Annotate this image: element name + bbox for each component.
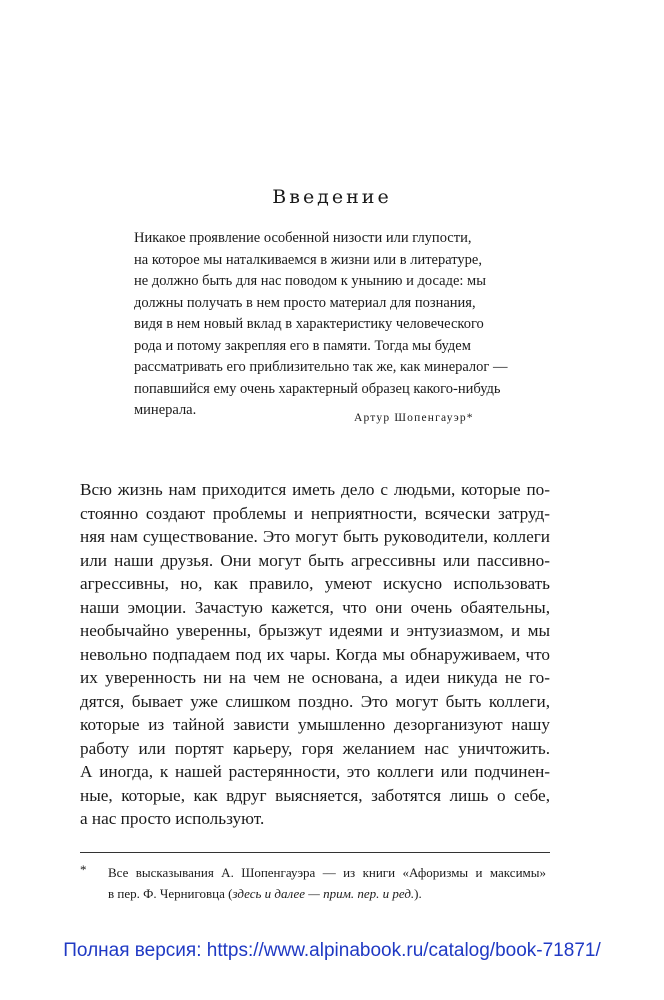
epigraph-line: рода и потому закрепляя его в памяти. Тогда мы будем: [134, 337, 471, 354]
epigraph-line: должны получать в нем просто материал для познания,: [134, 294, 476, 311]
footnote-marker: *: [80, 862, 87, 877]
epigraph-line: минерала.: [134, 402, 197, 418]
body-line: а нас просто используют.: [80, 809, 265, 828]
epigraph-line: видя в нем новый вклад в характеристику человеческого: [134, 316, 484, 332]
body-line: или наши друзья. Они могут быть агрессивны или пассивно-: [80, 550, 550, 570]
epigraph-line: попавшийся ему очень характерный образец какого-нибудь: [134, 380, 501, 397]
body-line: агрессивны, но, как правило, умеют искусно использовать: [80, 574, 550, 593]
body-line: Всю жизнь нам приходится иметь дело с людьми, которые по-: [80, 480, 550, 499]
body-line: работу или портят карьеру, горя желанием нас уничтожить.: [80, 738, 550, 758]
body-line: их уверенность ни на чем не основана, а идеи никуда не го-: [80, 668, 550, 687]
body-line: стоянно создают проблемы и неприятности, всячески затруд-: [80, 503, 550, 523]
body-line: невольно подпадаем под их чары. Когда мы обнаруживаем, что: [80, 644, 550, 664]
body-line: ные, которые, как вдруг выясняется, заботятся лишь о себе,: [80, 785, 550, 805]
body-line: няя нам существование. Это могут быть руководители, коллеги: [80, 527, 550, 546]
body-line: наши эмоции. Зачастую кажется, что они очень обаятельны,: [80, 597, 550, 617]
footnote-line: Все высказывания А. Шопенгауэра — из книги «Афоризмы и максимы»: [108, 865, 546, 880]
body-line: которые из тайной зависти умышленно дезорганизуют нашу: [80, 715, 550, 734]
full-version-link[interactable]: Полная версия: https://www.alpinabook.ru/catalog/book-71871/: [63, 940, 601, 961]
footnote-italic-note: здесь и далее — прим. пер. и ред.: [232, 886, 415, 901]
body-line: дятся, бывает уже слишком поздно. Это могут быть коллеги,: [80, 691, 550, 711]
footnote-divider: [80, 852, 550, 853]
epigraph-line: на которое мы наталкиваемся в жизни или в литературе,: [134, 251, 482, 268]
footnote: [80, 862, 550, 904]
chapter-title: Введение: [272, 186, 392, 208]
epigraph-line: не должно быть для нас поводом к унынию и досаде: мы: [134, 273, 486, 289]
epigraph-line: Никакое проявление особенной низости или глупости,: [134, 230, 472, 246]
body-line: А иногда, к нашей растерянности, это коллеги или подчинен-: [80, 762, 550, 781]
footnote-text: в пер. Ф. Черниговца (: [108, 886, 233, 901]
body-line: необычайно уверенны, брызжут идеями и энтузиазмом, и мы: [80, 621, 550, 640]
epigraph: [134, 228, 506, 422]
footnote-text: ).: [414, 886, 422, 901]
epigraph-author: Артур Шопенгауэр*: [354, 412, 474, 424]
body-text: [80, 478, 550, 831]
footnote-line: [108, 883, 550, 904]
epigraph-line: рассматривать его приблизительно так же, как минералог —: [134, 359, 508, 375]
